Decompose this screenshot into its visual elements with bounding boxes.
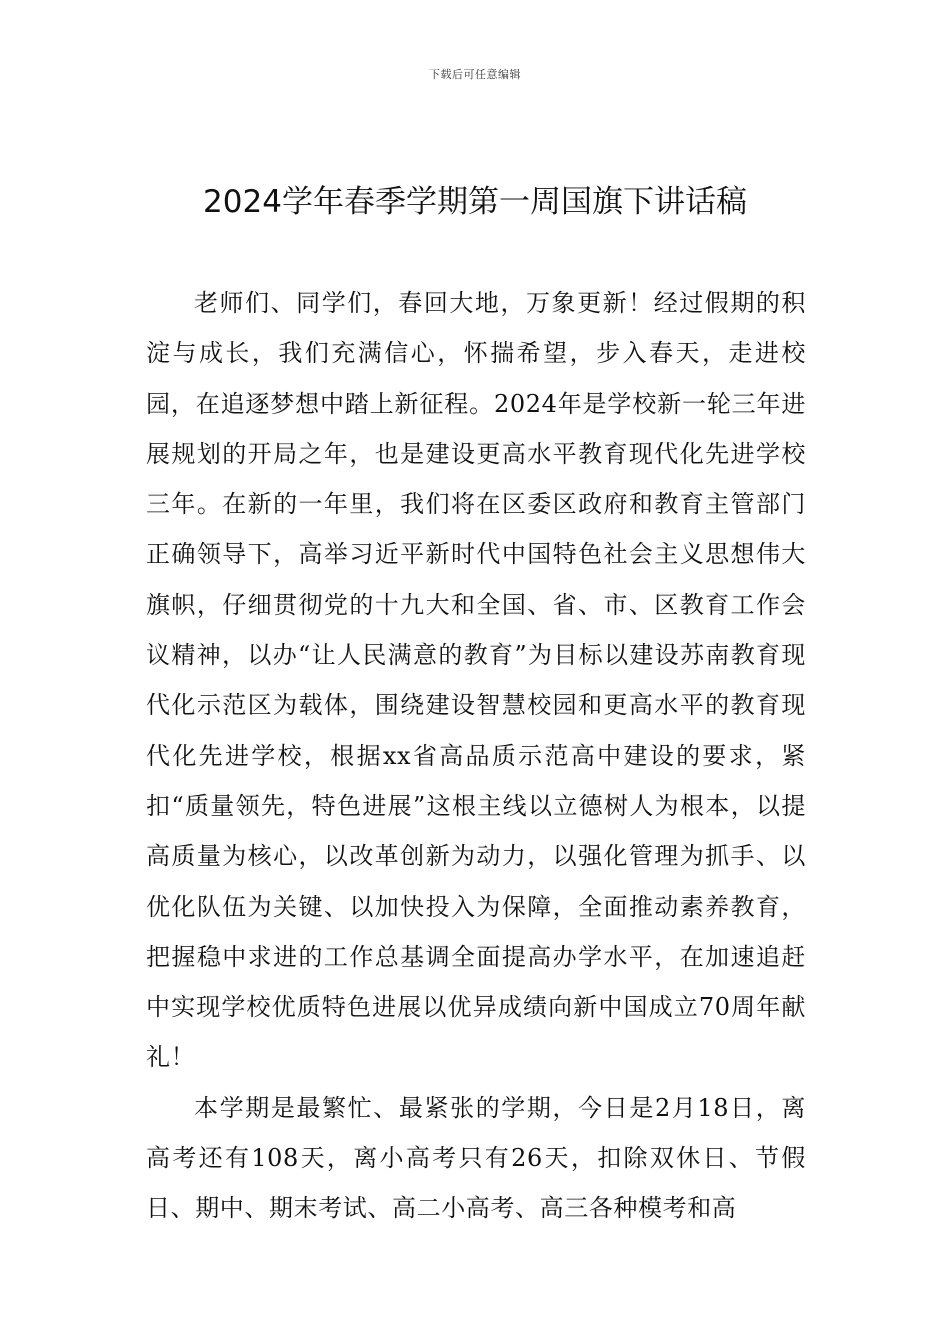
paragraph-2: 本学期是最繁忙、最紧张的学期，今日是2月18日，离高考还有108天，离小高考只有26天，扣除双休日、节假日、期中、期末考试、高二小高考、高三各种模考和高 [146,1093,806,1223]
header-note: 下载后可任意编辑 [429,68,521,81]
paragraph-1: 老师们、同学们，春回大地，万象更新！经过假期的积淀与成长，我们充满信心，怀揣希望，步入春天，走进校园，在追逐梦想中踏上新征程。2024年是学校新一轮三年进展规划的开局之年，也是建设更高水平教育现代化先进学校三年。在新的一年里，我们将在区委区政府和教育主管部门正确领导下，高举习近平新时代中国特色社会主义思想伟大旗帜，仔细贯彻党的十九大和全国、省、市、区教育工作会议精神，以办“让人民满意的教育”为目标以建设苏南教育现代化示范区为载体，围绕建设智慧校园和更高水平的教育现代化先进学校，根据xx省高品质示范高中建设的要求，紧扣“质量领先，特色进展”这根主线以立德树人为根本，以提高质量为核心，以改革创新为动力，以强化管理为抓手、以优化队伍为关键、以加快投入为保障，全面推动素养教育，把握稳中求进的工作总基调全面提高办学水平，在加速追赶中实现学校优质特色进展以优异成绩向新中国成立70周年献礼！ [146,289,806,1072]
document-title: 2024学年春季学期第一周国旗下讲话稿 [203,184,747,220]
document-body [146,278,806,1234]
